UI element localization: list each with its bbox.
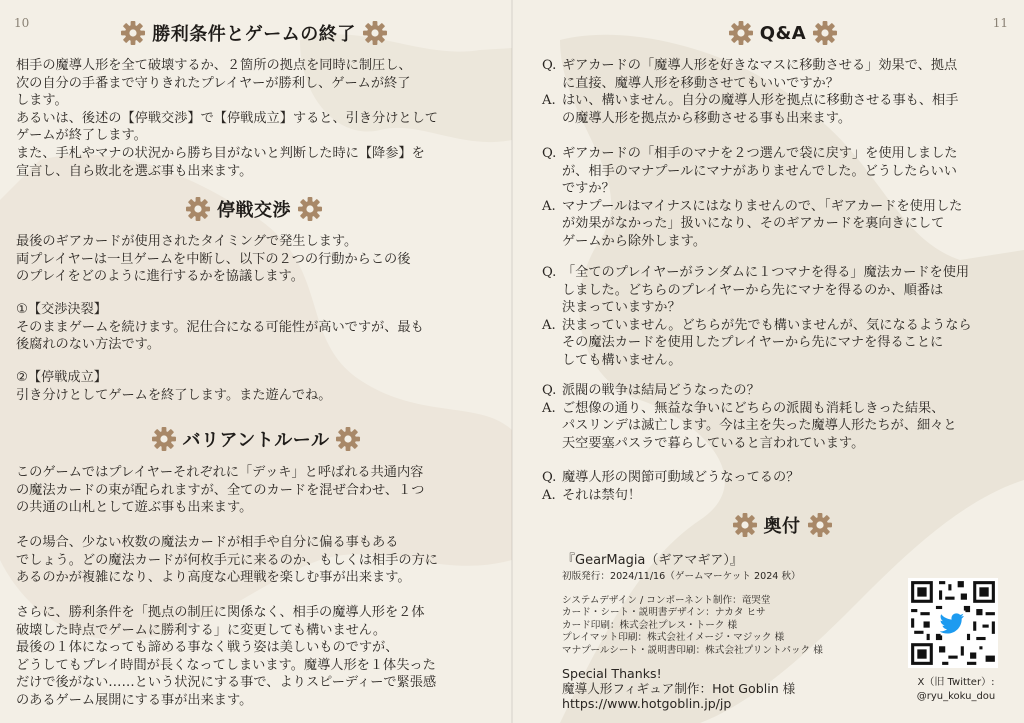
question-line: ギアカードの「魔導人形を好きなマスに移動させる」効果で、拠点: [562, 58, 958, 73]
text-line: 引き分けとしてゲームを終了します。また遊んでね。: [16, 387, 332, 403]
text-line: あるいは、後述の【停戦交渉】で【停戦成立】すると、引き分けとして: [16, 110, 438, 126]
page-number-left: 10: [14, 16, 30, 30]
credit-line: カード印刷：株式会社プレス・トーク 様: [562, 619, 738, 631]
sns-handle[interactable]: @ryu_koku_dou: [916, 691, 996, 702]
text-line: ②【停戦成立】: [16, 370, 107, 385]
product-title: 『GearMagia（ギアマギア）』: [562, 553, 743, 568]
answer-line: の魔導人形を拠点から移動させる事も出来ます。: [562, 110, 852, 126]
qa-item: [542, 57, 958, 127]
answer-line: ゲームから除外します。: [562, 233, 707, 249]
truce-heading: [178, 193, 330, 225]
gear-icon: [185, 196, 211, 222]
text-line: このゲームではプレイヤーそれぞれに「デッキ」と呼ばれる共通内容: [16, 465, 424, 480]
question-line: 「全てのプレイヤーがランダムに１つマナを得る」魔法カードを使用: [562, 265, 970, 280]
page-number-right: 11: [992, 16, 1008, 30]
sns-label: X（旧 Twitter）:: [917, 677, 995, 688]
gear-icon: [335, 426, 361, 452]
answer-line: が効果がなかった」扱いになり、そのギアカードを裏向きにして: [562, 216, 945, 232]
text-line: だけで後がない……という状況にする事で、よりスピーディーで緊張感: [16, 675, 437, 691]
special-thanks-line: 魔導人形フィギュア制作：Hot Goblin 様: [562, 680, 796, 696]
truce-heading-text: 停戦交渉: [217, 200, 291, 221]
text-line: の共通の山札として遊ぶ事も出来ます。: [16, 500, 253, 516]
gear-icon: [728, 20, 754, 46]
victory-body: [16, 57, 438, 180]
answer-mark-label: A.: [542, 317, 556, 333]
answer-line: 決まっていません。どちらが先でも構いませんが、気になるようなら: [562, 317, 972, 333]
variant-paragraph-1: [16, 464, 424, 517]
truce-option-1: [16, 301, 424, 354]
qa-item: [542, 382, 957, 452]
question-line: 魔導人形の関節可動域どうなってるの？: [562, 470, 800, 485]
gear-icon: [297, 196, 323, 222]
question-line: に直接、魔導人形を移動させてもいいですか？: [562, 75, 839, 91]
answer-line: マナプールはマイナスにはなりませんので、「ギアカードを使用した: [562, 198, 963, 214]
text-line: ①【交渉決裂】: [16, 302, 107, 317]
colophon-heading: [732, 509, 832, 541]
text-line: 相手の魔導人形を全て破壊するか、２箇所の拠点を同時に制圧し、: [16, 58, 412, 73]
qa-item: [542, 264, 972, 370]
answer-mark-label: A.: [542, 400, 556, 416]
sns-caption: [898, 676, 1014, 704]
text-line: その場合、少ない枚数の魔法カードが相手や自分に偏る事もある: [16, 535, 399, 550]
text-line: 最後のギアカードが使用されたタイミングで発生します。: [16, 234, 358, 249]
answer-line: 天空要塞パスラで暮らしていると言われています。: [562, 435, 865, 451]
text-line: します。: [16, 93, 68, 109]
qr-code: [908, 578, 998, 668]
answer-line: はい、構いません。自分の魔導人形を拠点に移動させる事も、相手: [562, 93, 959, 109]
text-line: の魔法カードの束が配られますが、全てのカードを混ぜ合わせ、１つ: [16, 482, 425, 498]
answer-line: それは禁句！: [562, 487, 642, 503]
text-line: また、手札やマナの状況から勝ち目がないと判断した時に【降参】を: [16, 145, 425, 161]
answer-line: その魔法カードを使用したプレイヤーから先にマナを得ることに: [562, 335, 944, 351]
variant-paragraph-3: [16, 604, 436, 710]
text-line: さらに、勝利条件を「拠点の制圧に関係なく、相手の魔導人形を２体: [16, 605, 425, 620]
truce-option-2: [16, 369, 331, 404]
colophon-block: [562, 549, 823, 711]
text-line: 両プレイヤーは一旦ゲームを中断し、以下の２つの行動からこの後: [16, 251, 411, 267]
question-mark-label: Q.: [542, 146, 557, 161]
variant-paragraph-2: [16, 534, 438, 587]
credit-line: マナプールシート・説明書印刷：株式会社プリントパック 様: [562, 644, 823, 656]
gear-icon: [120, 20, 146, 46]
credit-line: プレイマット印刷：株式会社イメージ・マジック 様: [562, 632, 785, 644]
gear-icon: [812, 20, 838, 46]
colophon-heading-text: 奥付: [763, 516, 801, 537]
question-line: しました。どちらのプレイヤーから先にマナを得るのか、順番は: [562, 282, 944, 298]
answer-mark-label: A.: [542, 487, 556, 503]
question-mark-label: Q.: [542, 265, 557, 280]
qa-item: [542, 469, 799, 504]
text-line: ゲームが終了します。: [16, 128, 147, 144]
answer-mark-label: A.: [542, 198, 556, 214]
right-page: [512, 0, 1024, 723]
text-line: のプレイをどのように進行するかを協議します。: [16, 269, 304, 285]
text-line: 破壊した時点でゲームに勝利する」に変更しても構いません。: [16, 622, 387, 638]
truce-intro: [16, 233, 410, 286]
victory-heading-text: 勝利条件とゲームの終了: [152, 24, 356, 45]
variant-heading: [150, 423, 362, 455]
text-line: 最後の１体になっても諦める事なく戦う姿は美しいものですが、: [16, 640, 399, 656]
text-line: 宣言し、自ら敗北を選ぶ事も出来ます。: [16, 163, 253, 179]
answer-line: ご想像の通り、無益な争いにどちらの派閥も消耗しきった結果、: [562, 400, 945, 416]
credit-line: カード・シート・説明書デザイン：ナカタ ヒサ: [562, 607, 766, 619]
victory-heading: [118, 17, 390, 49]
text-line: そのままゲームを続けます。泥仕合になる可能性が高いですが、最も: [16, 319, 424, 335]
text-line: あるのかが複雑になり、より高度な心理戦を楽しむ事が出来ます。: [16, 570, 411, 586]
question-mark-label: Q.: [542, 383, 557, 398]
answer-mark-label: A.: [542, 93, 556, 109]
special-thanks-url[interactable]: https://www.hotgoblin.jp/jp: [562, 695, 732, 711]
qa-item: [542, 145, 962, 251]
question-mark-label: Q.: [542, 470, 557, 485]
text-line: 次の自分の手番まで守りきれたプレイヤーが勝利し、ゲームが終了: [16, 75, 411, 91]
answer-line: パスリンデは滅亡します。今は主を失った魔導人形たちが、細々と: [562, 418, 957, 434]
gear-icon: [807, 512, 833, 538]
variant-heading-text: バリアントルール: [182, 430, 330, 451]
gear-icon: [362, 20, 388, 46]
qa-heading-text: Q&A: [759, 22, 807, 44]
first-edition: 初版発行：2024/11/16（ゲームマーケット 2024 秋）: [562, 571, 801, 582]
question-line: ギアカードの「相手のマナを２つ選んで袋に戻す」を使用しました: [562, 146, 958, 161]
text-line: どうしてもプレイ時間が長くなってしまいます。魔導人形を１体失った: [16, 657, 436, 673]
question-line: ですか？: [562, 181, 615, 197]
special-thanks-title: Special Thanks!: [562, 665, 662, 681]
gear-icon: [151, 426, 177, 452]
question-mark-label: Q.: [542, 58, 557, 73]
answer-line: しても構いません。: [562, 352, 682, 368]
question-line: 派閥の戦争は結局どうなったの？: [562, 383, 760, 398]
text-line: 後腐れのない方法です。: [16, 337, 161, 353]
qa-heading: [728, 17, 838, 49]
question-line: 決まっていますか？: [562, 300, 681, 316]
text-line: でしょう。どの魔法カードが何枚手元に来るのか、もしくは相手の方に: [16, 552, 438, 568]
text-line: のあるゲーム展開にする事が出来ます。: [16, 692, 253, 708]
gear-icon: [732, 512, 758, 538]
credit-line: システムデザイン / コンポーネント制作：竜哭堂: [562, 594, 771, 606]
question-line: が、相手のマナプールにマナがありませんでした。どうしたらいい: [562, 163, 957, 179]
